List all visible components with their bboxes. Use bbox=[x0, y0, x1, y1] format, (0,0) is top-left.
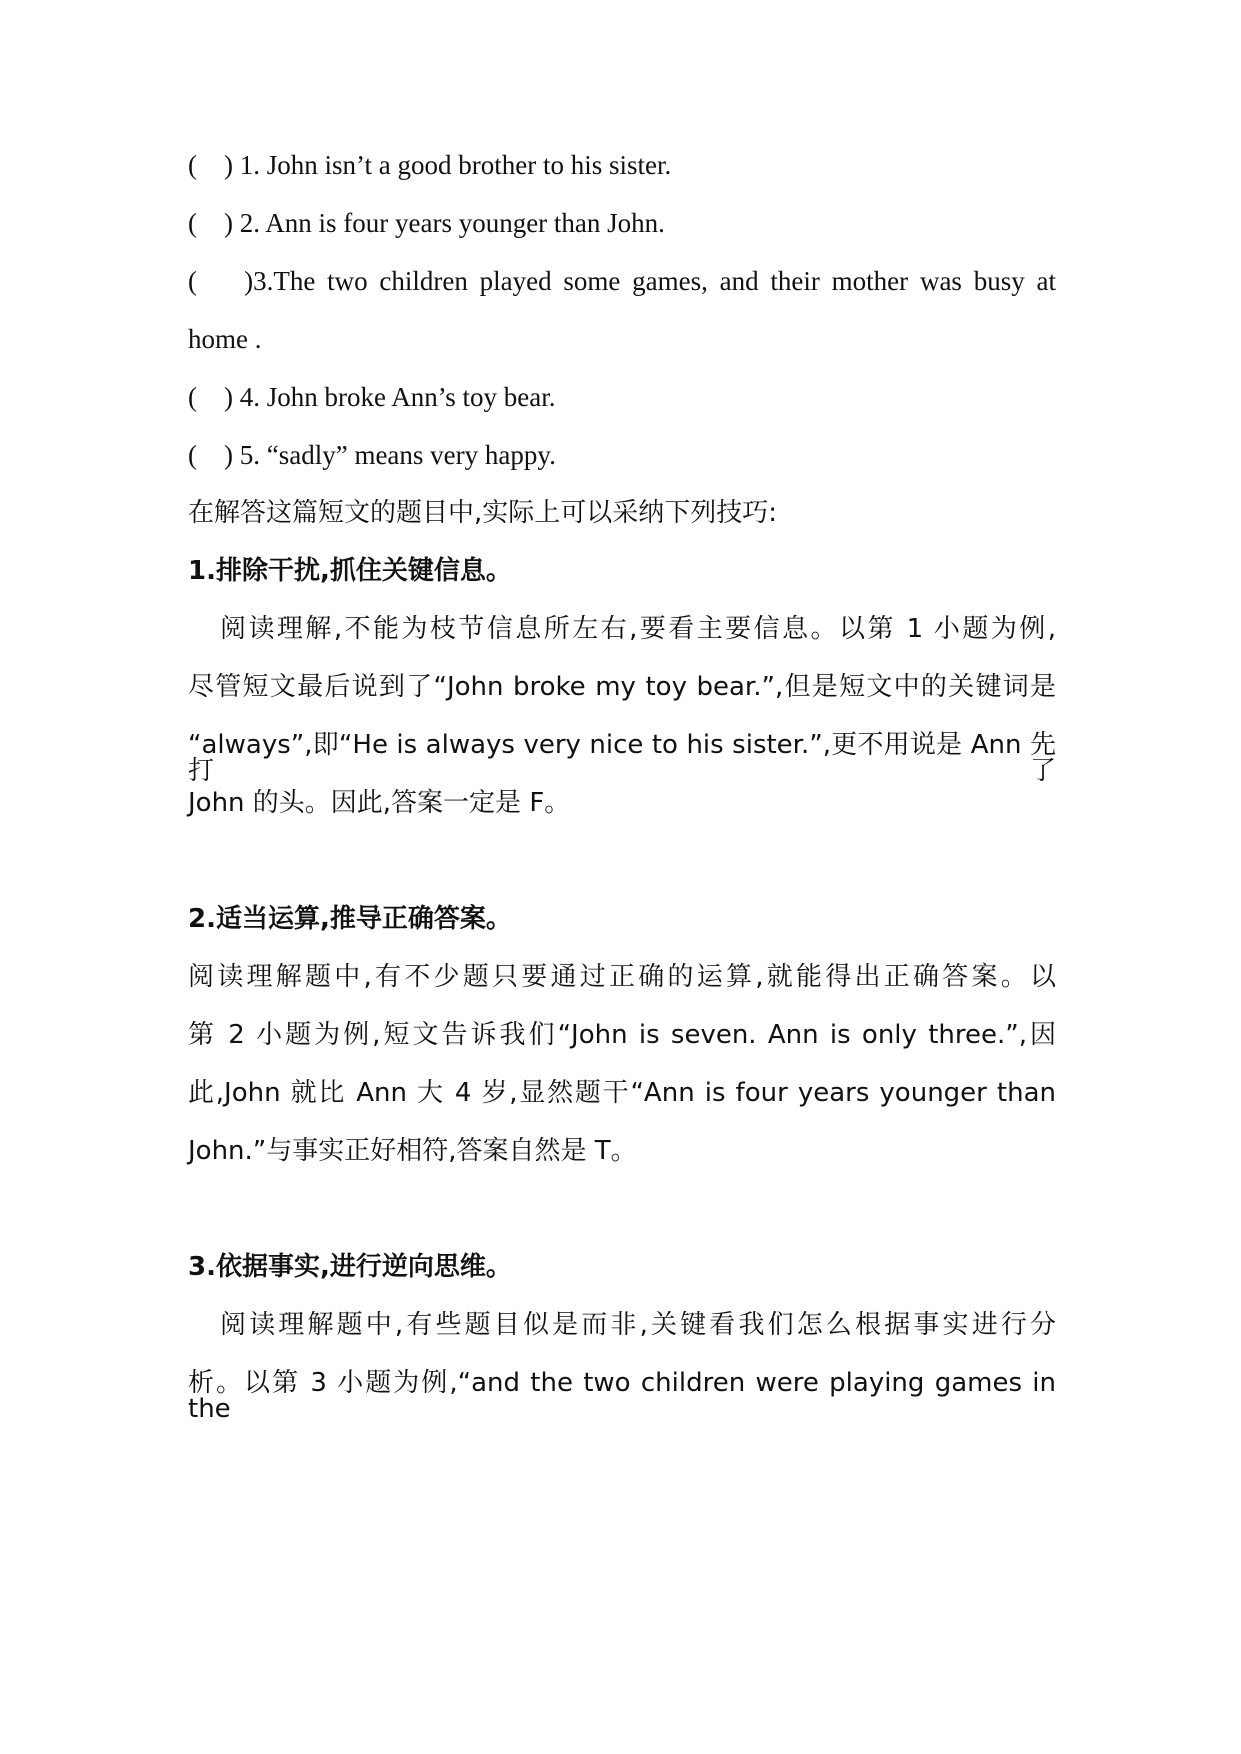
question-2: ( ) 2. Ann is four years younger than John. bbox=[188, 208, 665, 238]
section-1-line-3: “always”,即“He is always very nice to his sister.”,更不用说是 Ann 先打了 bbox=[188, 730, 1056, 786]
question-1: ( ) 1. John isn’t a good brother to his sister. bbox=[188, 150, 672, 180]
question-4: ( ) 4. John broke Ann’s toy bear. bbox=[188, 382, 556, 412]
section-1-line-2: 尽管短文最后说到了“John broke my toy bear.”,但是短文中的关键词是 bbox=[188, 672, 1056, 702]
section-2-line-2: 第 2 小题为例,短文告诉我们“John is seven. Ann is only three.”,因 bbox=[188, 1020, 1056, 1050]
section-2-heading: 2.适当运算,推导正确答案。 bbox=[188, 904, 512, 934]
section-1-line-4: John 的头。因此,答案一定是 F。 bbox=[188, 788, 571, 818]
section-1-line-1: 阅读理解,不能为枝节信息所左右,要看主要信息。以第 1 小题为例, bbox=[220, 614, 1056, 644]
section-3-line-1: 阅读理解题中,有些题目似是而非,关键看我们怎么根据事实进行分 bbox=[220, 1310, 1056, 1340]
section-2-line-4: John.”与事实正好相符,答案自然是 T。 bbox=[188, 1136, 637, 1166]
section-3-line-2: 析。以第 3 小题为例,“and the two children were playing games in the bbox=[188, 1368, 1056, 1424]
section-2-line-3: 此,John 就比 Ann 大 4 岁,显然题干“Ann is four years younger than bbox=[188, 1078, 1056, 1108]
tips-intro: 在解答这篇短文的题目中,实际上可以采纳下列技巧: bbox=[188, 498, 778, 528]
section-1-heading: 1.排除干扰,抓住关键信息。 bbox=[188, 556, 512, 586]
question-3-line-2: home . bbox=[188, 324, 262, 354]
section-2-line-1: 阅读理解题中,有不少题只要通过正确的运算,就能得出正确答案。以 bbox=[188, 962, 1056, 992]
section-3-heading: 3.依据事实,进行逆向思维。 bbox=[188, 1252, 512, 1282]
question-5: ( ) 5. “sadly” means very happy. bbox=[188, 440, 556, 470]
question-3-line-1: ( )3.The two children played some games, and their mother was busy at bbox=[188, 266, 1056, 296]
